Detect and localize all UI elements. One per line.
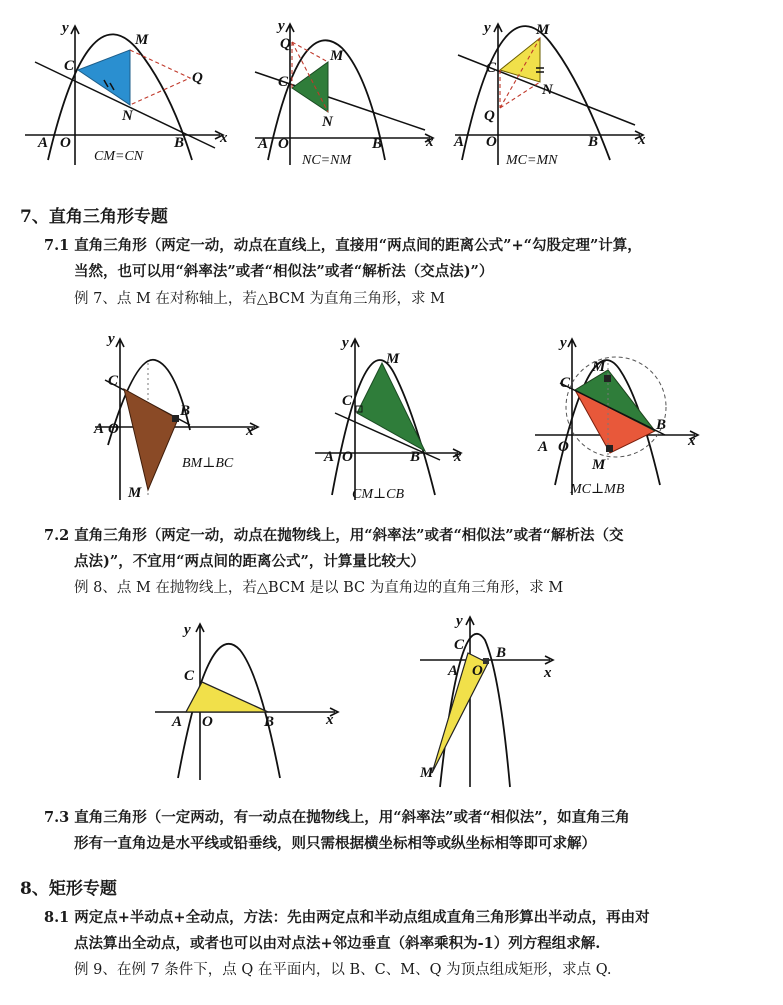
figure-caption: NC=NM bbox=[302, 153, 352, 168]
point-a: A bbox=[172, 714, 183, 730]
point-c: C bbox=[342, 393, 353, 409]
figure-cm-perp-cb bbox=[310, 335, 470, 505]
y-axis-label: y bbox=[184, 622, 191, 638]
x-axis-label: x bbox=[220, 130, 228, 146]
point-q: Q bbox=[280, 36, 291, 52]
figure-cm-equals-cn bbox=[20, 20, 235, 170]
x-axis-label: x bbox=[326, 712, 334, 728]
point-b: B bbox=[174, 135, 185, 151]
point-b: B bbox=[656, 417, 667, 433]
point-a: A bbox=[324, 449, 335, 465]
figure-right-triangle-bc-leg-2 bbox=[410, 615, 560, 790]
origin-o: O bbox=[108, 421, 119, 437]
point-m-bottom: M bbox=[592, 457, 606, 473]
y-axis-label: y bbox=[456, 613, 463, 629]
x-axis-label: x bbox=[688, 433, 696, 449]
point-q: Q bbox=[192, 70, 203, 86]
section-8-heading: 8、矩形专题 bbox=[20, 879, 117, 899]
point-b: B bbox=[180, 403, 191, 419]
point-b: B bbox=[496, 645, 507, 661]
s81-line1: 8.1 两定点+半动点+全动点，方法：先由两定点和半动点组成直角三角形算出半动点，再由对 bbox=[44, 909, 650, 926]
x-axis-label: x bbox=[544, 665, 552, 681]
figure-right-triangle-bc-leg bbox=[150, 620, 350, 785]
s73-line1: 7.3 直角三角形（一定两动，有一动点在抛物线上，用“斜率法”或者“相似法”，如直角三角 bbox=[44, 809, 630, 826]
point-m: M bbox=[135, 32, 149, 48]
origin-o: O bbox=[278, 136, 289, 152]
point-c: C bbox=[278, 74, 289, 90]
point-n: N bbox=[542, 82, 553, 98]
point-b: B bbox=[264, 714, 275, 730]
x-axis-label: x bbox=[426, 134, 434, 150]
figure-caption: MC=MN bbox=[506, 153, 558, 168]
y-axis-label: y bbox=[278, 18, 285, 34]
s73-line2: 形有一直角边是水平线或铅垂线，则只需根据横坐标相等或纵坐标相等即可求解） bbox=[74, 835, 596, 852]
point-a: A bbox=[94, 421, 105, 437]
figure-caption: MC⊥MB bbox=[570, 482, 625, 497]
y-axis-label: y bbox=[62, 20, 69, 36]
point-a: A bbox=[448, 663, 459, 679]
figure-caption: CM⊥CB bbox=[352, 487, 405, 502]
origin-o: O bbox=[60, 135, 71, 151]
x-axis-label: x bbox=[246, 423, 254, 439]
y-axis-label: y bbox=[108, 331, 115, 347]
s72-line2: 点法)”，不宜用“两点间的距离公式”，计算量比较大） bbox=[74, 553, 425, 570]
s81-line2: 点法算出全动点，或者也可以由对点法+邻边垂直（斜率乘积为-1）列方程组求解. bbox=[74, 935, 601, 952]
section-7-heading: 7、直角三角形专题 bbox=[20, 207, 168, 227]
figure-caption: CM=CN bbox=[94, 149, 144, 164]
example-8: 例 8、点 M 在抛物线上，若△BCM 是以 BC 为直角边的直角三角形，求 M bbox=[74, 580, 564, 596]
figure-nc-equals-nm bbox=[250, 20, 450, 170]
figure-mc-perp-mb bbox=[530, 335, 705, 505]
origin-o: O bbox=[558, 439, 569, 455]
point-n: N bbox=[322, 114, 333, 130]
point-a: A bbox=[258, 136, 269, 152]
s71-line2: 当然，也可以用“斜率法”或者“相似法”或者“解析法（交点法)”） bbox=[74, 263, 494, 280]
s72-line1: 7.2 直角三角形（两定一动，动点在抛物线上，用“斜率法”或者“相似法”或者“解析法（交 bbox=[44, 527, 624, 544]
point-c: C bbox=[560, 375, 571, 391]
figure-caption: BM⊥BC bbox=[182, 456, 234, 471]
point-m-top: M bbox=[592, 359, 606, 375]
origin-o: O bbox=[342, 449, 353, 465]
y-axis-label: y bbox=[342, 335, 349, 351]
example-9: 例 9、在例 7 条件下，点 Q 在平面内，以 B、C、M、Q 为顶点组成矩形，求点 Q. bbox=[74, 962, 612, 978]
point-c: C bbox=[184, 668, 195, 684]
y-axis-label: y bbox=[484, 20, 491, 36]
point-c: C bbox=[108, 373, 119, 389]
origin-o: O bbox=[486, 134, 497, 150]
x-axis-label: x bbox=[638, 132, 646, 148]
point-m: M bbox=[536, 22, 550, 38]
point-c: C bbox=[454, 637, 465, 653]
point-m: M bbox=[128, 485, 142, 501]
point-m: M bbox=[386, 351, 400, 367]
point-c: C bbox=[64, 58, 75, 74]
point-q: Q bbox=[484, 108, 495, 124]
point-c: C bbox=[486, 60, 497, 76]
point-b: B bbox=[588, 134, 599, 150]
point-b: B bbox=[372, 136, 383, 152]
point-a: A bbox=[454, 134, 465, 150]
origin-o: O bbox=[202, 714, 213, 730]
point-n: N bbox=[122, 108, 133, 124]
point-a: A bbox=[38, 135, 49, 151]
example-7: 例 7、点 M 在对称轴上，若△BCM 为直角三角形，求 M bbox=[74, 291, 445, 307]
origin-o: O bbox=[472, 663, 483, 679]
point-m: M bbox=[420, 765, 434, 781]
figure-mc-equals-mn bbox=[450, 20, 660, 170]
point-m: M bbox=[330, 48, 344, 64]
y-axis-label: y bbox=[560, 335, 567, 351]
x-axis-label: x bbox=[454, 449, 462, 465]
s71-line1: 7.1 直角三角形（两定一动，动点在直线上，直接用“两点间的距离公式”+“勾股定理”计算， bbox=[44, 237, 642, 254]
point-a: A bbox=[538, 439, 549, 455]
figure-bm-perp-bc bbox=[90, 331, 270, 505]
point-b: B bbox=[410, 449, 421, 465]
